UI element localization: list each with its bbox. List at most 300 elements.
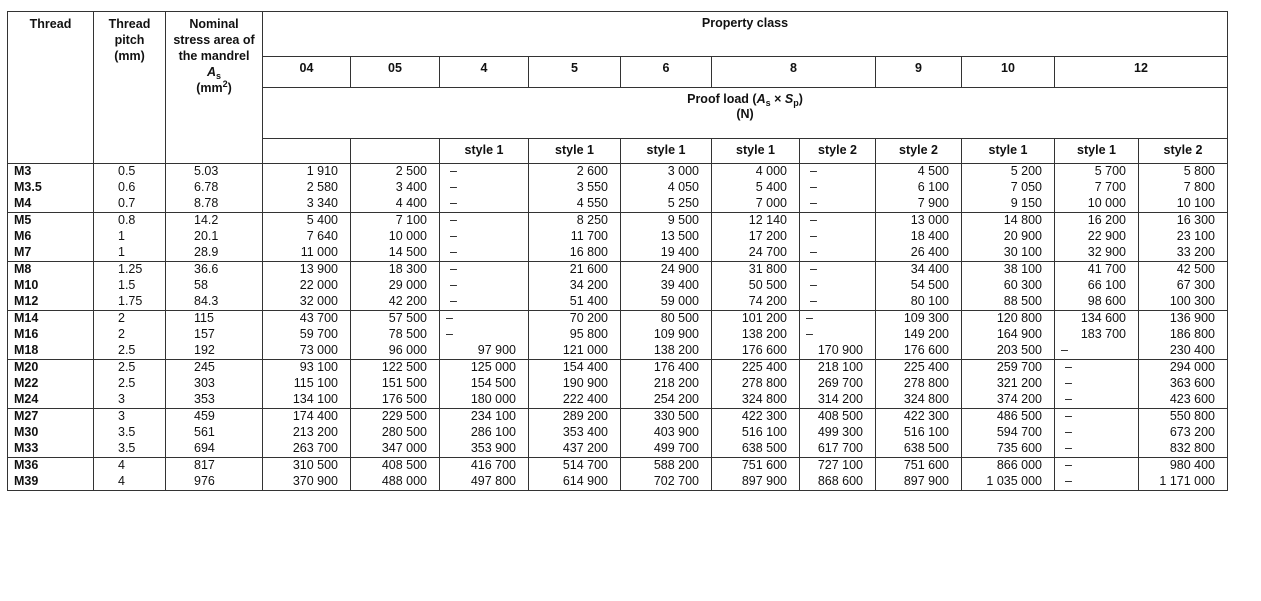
- proof-load-cell-line: 727 100: [817, 458, 863, 472]
- proof-load-cell: [800, 164, 876, 213]
- proof-load-cell-line: 263 700: [292, 441, 338, 455]
- proof-load-cell-line: 43 700: [299, 311, 338, 325]
- proof-load-cell-line: 164 900: [996, 327, 1042, 341]
- table-row-group: [8, 360, 1228, 409]
- proof-load-cell-line: 278 800: [903, 376, 949, 390]
- proof-load-cell: [529, 311, 621, 360]
- proof-load-cell: [1055, 409, 1139, 458]
- thread-cell-line: M14: [14, 311, 39, 325]
- proof-load-cell: [529, 409, 621, 458]
- thread-cell-line: M24: [14, 392, 39, 406]
- area-cell: [166, 164, 263, 213]
- proof-load-cell-line: 17 200: [748, 229, 787, 243]
- proof-load-cell: [621, 262, 712, 311]
- proof-load-cell-line: 218 200: [653, 376, 699, 390]
- proof-load-cell-line: –: [806, 327, 813, 341]
- proof-load-cell: [351, 213, 440, 262]
- proof-load-cell: [440, 311, 529, 360]
- thread-cell: [8, 262, 94, 311]
- proof-load-cell: [962, 164, 1055, 213]
- proof-load-cell-line: 22 900: [1087, 229, 1126, 243]
- proof-load-cell-line: 51 400: [569, 294, 608, 308]
- proof-load-cell-line: 50 500: [748, 278, 787, 292]
- proof-load-cell-line: 174 400: [292, 409, 338, 423]
- proof-load-cell-line: –: [450, 164, 457, 178]
- thread-cell: [8, 164, 94, 213]
- proof-load-table: [7, 11, 1228, 491]
- thread-cell-line: M20: [14, 360, 39, 374]
- proof-load-cell-line: –: [446, 311, 453, 325]
- proof-load-cell-line: 26 400: [910, 245, 949, 259]
- table-row-group: [8, 458, 1228, 491]
- proof-load-cell-line: 594 700: [996, 425, 1042, 439]
- area-cell-line: 694: [194, 441, 215, 455]
- pitch-cell-line: 3: [118, 392, 125, 406]
- proof-load-cell-line: 7 800: [1183, 180, 1215, 194]
- proof-load-cell-line: 408 500: [817, 409, 863, 423]
- proof-load-cell: [962, 213, 1055, 262]
- proof-load-cell-line: –: [810, 278, 817, 292]
- proof-load-cell-line: 751 600: [741, 458, 787, 472]
- proof-load-cell: [800, 311, 876, 360]
- proof-load-cell: [876, 311, 962, 360]
- header-stress-area: Nominal stress area of the mandrel $A_s$ $(mm^2)$: [166, 12, 263, 164]
- proof-load-cell-line: –: [1061, 343, 1068, 357]
- proof-load-cell-line: 31 800: [748, 262, 787, 276]
- proof-load-cell-line: 59 700: [299, 327, 338, 341]
- proof-load-cell-line: 222 400: [562, 392, 608, 406]
- pitch-cell-line: 2: [118, 311, 125, 325]
- proof-load-cell-line: 34 400: [910, 262, 949, 276]
- pitch-cell-line: 2.5: [118, 343, 136, 357]
- proof-load-cell-line: 638 500: [741, 441, 787, 455]
- thread-cell: [8, 360, 94, 409]
- proof-load-cell: [440, 262, 529, 311]
- class-header: 04: [263, 57, 351, 88]
- proof-load-cell-line: 550 800: [1169, 409, 1215, 423]
- proof-load-cell-line: 4 550: [576, 196, 608, 210]
- proof-load-cell-line: –: [450, 245, 457, 259]
- proof-load-cell-line: –: [1065, 474, 1072, 488]
- proof-load-cell-line: 122 500: [381, 360, 427, 374]
- proof-load-cell-line: 176 400: [653, 360, 699, 374]
- thread-cell-line: M6: [14, 229, 32, 243]
- proof-load-cell-line: 1 910: [306, 164, 338, 178]
- proof-load-cell-line: –: [446, 327, 453, 341]
- style-header: style 1: [529, 139, 621, 164]
- proof-load-cell: [962, 458, 1055, 491]
- proof-load-cell-line: 22 000: [299, 278, 338, 292]
- area-cell-line: 36.6: [194, 262, 219, 276]
- table-row-group: [8, 409, 1228, 458]
- area-cell: [166, 213, 263, 262]
- proof-load-cell-line: 5 200: [1010, 164, 1042, 178]
- proof-load-cell-line: –: [810, 196, 817, 210]
- proof-load-cell-line: 225 400: [903, 360, 949, 374]
- proof-load-cell-line: 38 100: [1003, 262, 1042, 276]
- area-cell-line: 459: [194, 409, 215, 423]
- proof-load-cell-line: 42 200: [388, 294, 427, 308]
- proof-load-cell: [263, 360, 351, 409]
- proof-load-cell: [1055, 213, 1139, 262]
- table-row-group: [8, 262, 1228, 311]
- pitch-cell: [94, 164, 166, 213]
- proof-load-cell: [712, 409, 800, 458]
- proof-load-cell-line: 422 300: [741, 409, 787, 423]
- thread-cell: [8, 409, 94, 458]
- header-proof-load: Proof load $(A_s \times S_p)$ (N): [263, 88, 1228, 139]
- area-cell-line: 5.03: [194, 164, 219, 178]
- proof-load-cell: [621, 458, 712, 491]
- proof-load-cell-line: 176 600: [903, 343, 949, 357]
- proof-load-cell-line: 8 250: [576, 213, 608, 227]
- proof-load-cell: [440, 458, 529, 491]
- area-cell-line: 6.78: [194, 180, 219, 194]
- proof-load-cell-line: 23 100: [1176, 229, 1215, 243]
- proof-load-cell-line: 9 150: [1010, 196, 1042, 210]
- proof-load-cell-line: 32 900: [1087, 245, 1126, 259]
- area-cell-line: 58: [194, 278, 208, 292]
- proof-load-cell-line: 98 600: [1087, 294, 1126, 308]
- proof-load-cell: [712, 311, 800, 360]
- proof-load-cell-line: 115 100: [293, 376, 338, 390]
- proof-load-cell-line: 7 050: [1010, 180, 1042, 194]
- style-header: [351, 139, 440, 164]
- proof-load-cell-line: 2 580: [306, 180, 338, 194]
- proof-load-cell: [351, 360, 440, 409]
- proof-load-cell-line: 516 100: [903, 425, 949, 439]
- proof-load-cell: [440, 213, 529, 262]
- proof-load-cell-line: 18 300: [388, 262, 427, 276]
- area-cell: [166, 458, 263, 491]
- proof-load-cell-line: 11 700: [570, 229, 608, 243]
- area-cell: [166, 311, 263, 360]
- proof-load-cell-line: 57 500: [388, 311, 427, 325]
- proof-load-cell-line: 70 200: [569, 311, 608, 325]
- proof-load-cell-line: 10 100: [1176, 196, 1215, 210]
- table-row-group: [8, 164, 1228, 213]
- pitch-cell-line: 0.8: [118, 213, 136, 227]
- thread-cell: [8, 458, 94, 491]
- proof-load-cell-line: 24 700: [748, 245, 787, 259]
- proof-load-cell-line: 278 800: [741, 376, 787, 390]
- pitch-cell-line: 2.5: [118, 360, 136, 374]
- proof-load-cell-line: 514 700: [562, 458, 608, 472]
- proof-load-cell-line: 324 800: [903, 392, 949, 406]
- proof-load-cell-line: 109 300: [903, 311, 949, 325]
- proof-load-cell-line: 617 700: [817, 441, 863, 455]
- proof-load-cell-line: 437 200: [562, 441, 608, 455]
- proof-load-cell-line: 29 000: [388, 278, 427, 292]
- proof-load-cell-line: 5 400: [755, 180, 787, 194]
- area-cell-line: 28.9: [194, 245, 219, 259]
- thread-cell-line: M12: [14, 294, 39, 308]
- proof-load-cell: [1055, 262, 1139, 311]
- proof-load-cell: [876, 213, 962, 262]
- proof-load-cell-line: 136 900: [1169, 311, 1215, 325]
- proof-load-cell-line: 289 200: [562, 409, 608, 423]
- proof-load-cell-line: 101 200: [741, 311, 787, 325]
- proof-load-cell-line: 254 200: [653, 392, 699, 406]
- class-header: 10: [962, 57, 1055, 88]
- pitch-cell-line: 1: [118, 229, 125, 243]
- proof-load-cell-line: 32 000: [299, 294, 338, 308]
- proof-load-cell-line: 218 100: [817, 360, 863, 374]
- proof-load-cell-line: 7 700: [1094, 180, 1126, 194]
- proof-load-cell-line: 225 400: [741, 360, 787, 374]
- style-header: style 2: [1139, 139, 1228, 164]
- class-header: 9: [876, 57, 962, 88]
- style-header: style 2: [876, 139, 962, 164]
- proof-load-cell-line: 310 500: [292, 458, 338, 472]
- proof-load-cell-line: 14 500: [388, 245, 427, 259]
- proof-load-cell: [263, 409, 351, 458]
- proof-load-cell-line: 11 000: [300, 245, 338, 259]
- proof-load-cell-line: 832 800: [1169, 441, 1215, 455]
- proof-load-cell: [876, 360, 962, 409]
- proof-load-cell-line: 286 100: [470, 425, 516, 439]
- proof-load-cell-line: –: [1065, 376, 1072, 390]
- proof-load-cell: [621, 164, 712, 213]
- proof-load-cell-line: 12 140: [748, 213, 787, 227]
- style-header: style 1: [962, 139, 1055, 164]
- proof-load-cell-line: 314 200: [817, 392, 863, 406]
- proof-load-cell-line: 5 700: [1094, 164, 1126, 178]
- proof-load-cell-line: 13 000: [910, 213, 949, 227]
- proof-load-cell-line: –: [810, 294, 817, 308]
- proof-load-cell: [800, 458, 876, 491]
- proof-load-cell-line: 67 300: [1176, 278, 1215, 292]
- style-header: [263, 139, 351, 164]
- thread-cell-line: M7: [14, 245, 32, 259]
- proof-load-cell-line: 66 100: [1087, 278, 1126, 292]
- proof-load-cell-line: 176 600: [741, 343, 787, 357]
- thread-cell: [8, 213, 94, 262]
- proof-load-cell-line: 416 700: [470, 458, 516, 472]
- class-header: 12: [1055, 57, 1228, 88]
- proof-load-cell-line: 13 500: [660, 229, 699, 243]
- area-cell: [166, 360, 263, 409]
- style-header: style 2: [800, 139, 876, 164]
- pitch-cell-line: 0.6: [118, 180, 136, 194]
- proof-load-cell-line: 125 000: [470, 360, 516, 374]
- proof-load-cell: [1139, 360, 1228, 409]
- proof-load-cell-line: 234 100: [470, 409, 516, 423]
- proof-load-cell-line: 16 800: [569, 245, 608, 259]
- table-body: [8, 164, 1228, 491]
- proof-load-cell-line: –: [1065, 425, 1072, 439]
- proof-load-cell-line: 10 000: [388, 229, 427, 243]
- proof-load-cell: [621, 311, 712, 360]
- proof-load-cell: [263, 311, 351, 360]
- pitch-cell-line: 1: [118, 245, 125, 259]
- proof-load-cell: [800, 409, 876, 458]
- proof-load-cell-line: 499 300: [817, 425, 863, 439]
- proof-load-cell-line: 321 200: [996, 376, 1042, 390]
- header-property-class: Property class: [263, 12, 1228, 57]
- proof-load-cell-line: 866 000: [996, 458, 1042, 472]
- proof-load-cell-line: –: [806, 311, 813, 325]
- proof-load-cell-line: 13 900: [299, 262, 338, 276]
- thread-cell-line: M36: [14, 458, 39, 472]
- proof-load-cell-line: 294 000: [1169, 360, 1215, 374]
- proof-load-cell: [1139, 262, 1228, 311]
- proof-load-cell-line: –: [810, 262, 817, 276]
- proof-load-cell: [800, 262, 876, 311]
- proof-load-cell-line: 97 900: [477, 343, 516, 357]
- proof-load-cell: [351, 311, 440, 360]
- proof-load-cell: [876, 262, 962, 311]
- proof-load-cell-line: 149 200: [903, 327, 949, 341]
- proof-load-cell-line: 499 700: [653, 441, 699, 455]
- proof-load-cell: [529, 164, 621, 213]
- proof-load-cell-line: 73 000: [299, 343, 338, 357]
- proof-load-cell-line: 897 900: [741, 474, 787, 488]
- proof-load-cell-line: 638 500: [903, 441, 949, 455]
- proof-load-cell-line: –: [450, 294, 457, 308]
- thread-cell-line: M27: [14, 409, 39, 423]
- proof-load-cell-line: 330 500: [653, 409, 699, 423]
- proof-load-cell-line: 370 900: [292, 474, 338, 488]
- proof-load-cell-line: –: [1065, 409, 1072, 423]
- proof-load-cell: [712, 164, 800, 213]
- pitch-cell-line: 2.5: [118, 376, 136, 390]
- header-thread: Thread: [8, 12, 94, 164]
- pitch-cell-line: 3.5: [118, 425, 136, 439]
- proof-load-cell-line: 16 200: [1087, 213, 1126, 227]
- proof-load-cell-line: 735 600: [996, 441, 1042, 455]
- pitch-cell: [94, 458, 166, 491]
- proof-load-cell-line: 423 600: [1169, 392, 1215, 406]
- style-header: style 1: [712, 139, 800, 164]
- thread-cell-line: M10: [14, 278, 39, 292]
- area-cell-line: 115: [194, 311, 214, 325]
- area-cell-line: 976: [194, 474, 215, 488]
- proof-load-cell-line: 120 800: [996, 311, 1042, 325]
- proof-load-cell-line: 183 700: [1080, 327, 1126, 341]
- proof-load-cell-line: 203 500: [996, 343, 1042, 357]
- proof-load-cell: [962, 409, 1055, 458]
- class-header: 5: [529, 57, 621, 88]
- proof-load-cell-line: –: [810, 245, 817, 259]
- proof-load-cell-line: 41 700: [1087, 262, 1126, 276]
- proof-load-cell: [440, 360, 529, 409]
- proof-load-cell: [1055, 164, 1139, 213]
- thread-cell-line: M22: [14, 376, 39, 390]
- proof-load-cell-line: –: [1065, 392, 1072, 406]
- area-cell-line: 561: [194, 425, 215, 439]
- proof-load-cell: [263, 262, 351, 311]
- thread-cell-line: M8: [14, 262, 32, 276]
- proof-load-cell-line: 14 800: [1003, 213, 1042, 227]
- proof-load-cell-line: 230 400: [1169, 343, 1215, 357]
- proof-load-cell-line: 96 000: [388, 343, 427, 357]
- proof-load-cell-line: 18 400: [910, 229, 949, 243]
- proof-load-cell-line: 673 200: [1169, 425, 1215, 439]
- proof-load-cell: [876, 458, 962, 491]
- pitch-cell-line: 1.5: [118, 278, 136, 292]
- proof-load-cell-line: 186 800: [1169, 327, 1215, 341]
- proof-load-cell-line: 7 640: [306, 229, 338, 243]
- area-cell-line: 192: [194, 343, 215, 357]
- proof-load-cell-line: 269 700: [817, 376, 863, 390]
- proof-load-cell-line: 488 000: [381, 474, 427, 488]
- proof-load-cell-line: 80 500: [660, 311, 699, 325]
- proof-load-cell-line: 4 000: [755, 164, 787, 178]
- proof-load-cell: [876, 164, 962, 213]
- pitch-cell: [94, 262, 166, 311]
- proof-load-cell-line: 109 900: [653, 327, 699, 341]
- thread-cell-line: M30: [14, 425, 39, 439]
- proof-load-cell-line: 5 800: [1183, 164, 1215, 178]
- proof-load-cell-line: –: [450, 262, 457, 276]
- proof-load-cell-line: 353 400: [562, 425, 608, 439]
- pitch-cell-line: 4: [118, 458, 125, 472]
- proof-load-cell-line: 21 600: [569, 262, 608, 276]
- proof-load-cell: [351, 164, 440, 213]
- proof-load-cell-line: 9 500: [667, 213, 699, 227]
- proof-load-cell: [440, 409, 529, 458]
- proof-load-cell-line: 353 900: [470, 441, 516, 455]
- proof-load-cell-line: 403 900: [653, 425, 699, 439]
- proof-load-cell: [712, 360, 800, 409]
- proof-load-cell-line: 497 800: [470, 474, 516, 488]
- area-cell: [166, 409, 263, 458]
- proof-load-cell-line: 24 900: [660, 262, 699, 276]
- proof-load-cell-line: 80 100: [910, 294, 949, 308]
- pitch-cell: [94, 409, 166, 458]
- proof-load-cell-line: 751 600: [903, 458, 949, 472]
- proof-load-cell-line: 4 050: [667, 180, 699, 194]
- proof-load-cell-line: 2 600: [576, 164, 608, 178]
- class-header: 6: [621, 57, 712, 88]
- proof-load-cell: [529, 458, 621, 491]
- proof-load-cell-line: 54 500: [910, 278, 949, 292]
- proof-load-cell: [621, 409, 712, 458]
- proof-load-cell: [962, 311, 1055, 360]
- proof-load-cell-line: 7 100: [395, 213, 427, 227]
- proof-load-cell: [712, 213, 800, 262]
- proof-load-cell-line: 16 300: [1176, 213, 1215, 227]
- proof-load-cell-line: 5 400: [306, 213, 338, 227]
- proof-load-cell-line: 42 500: [1176, 262, 1215, 276]
- proof-load-cell-line: –: [450, 278, 457, 292]
- table-row-group: [8, 311, 1228, 360]
- proof-load-cell-line: 422 300: [903, 409, 949, 423]
- proof-load-cell-line: 74 200: [748, 294, 787, 308]
- thread-cell-line: M39: [14, 474, 39, 488]
- proof-load-cell-line: 138 200: [653, 343, 699, 357]
- proof-load-cell-line: 78 500: [388, 327, 427, 341]
- proof-load-cell: [621, 360, 712, 409]
- thread-cell-line: M4: [14, 196, 32, 210]
- proof-load-cell-line: 6 100: [917, 180, 949, 194]
- proof-load-cell-line: 151 500: [381, 376, 427, 390]
- proof-load-cell-line: 19 400: [660, 245, 699, 259]
- proof-load-cell-line: 95 800: [569, 327, 608, 341]
- proof-load-cell-line: 3 550: [576, 180, 608, 194]
- proof-load-cell-line: –: [450, 196, 457, 210]
- table-row-group: [8, 213, 1228, 262]
- proof-load-cell-line: 33 200: [1176, 245, 1215, 259]
- thread-cell-line: M33: [14, 441, 39, 455]
- proof-load-cell: [621, 213, 712, 262]
- proof-load-cell-line: 60 300: [1003, 278, 1042, 292]
- area-cell-line: 84.3: [194, 294, 219, 308]
- proof-load-cell-line: 7 900: [917, 196, 949, 210]
- pitch-cell-line: 0.7: [118, 196, 136, 210]
- proof-load-cell: [876, 409, 962, 458]
